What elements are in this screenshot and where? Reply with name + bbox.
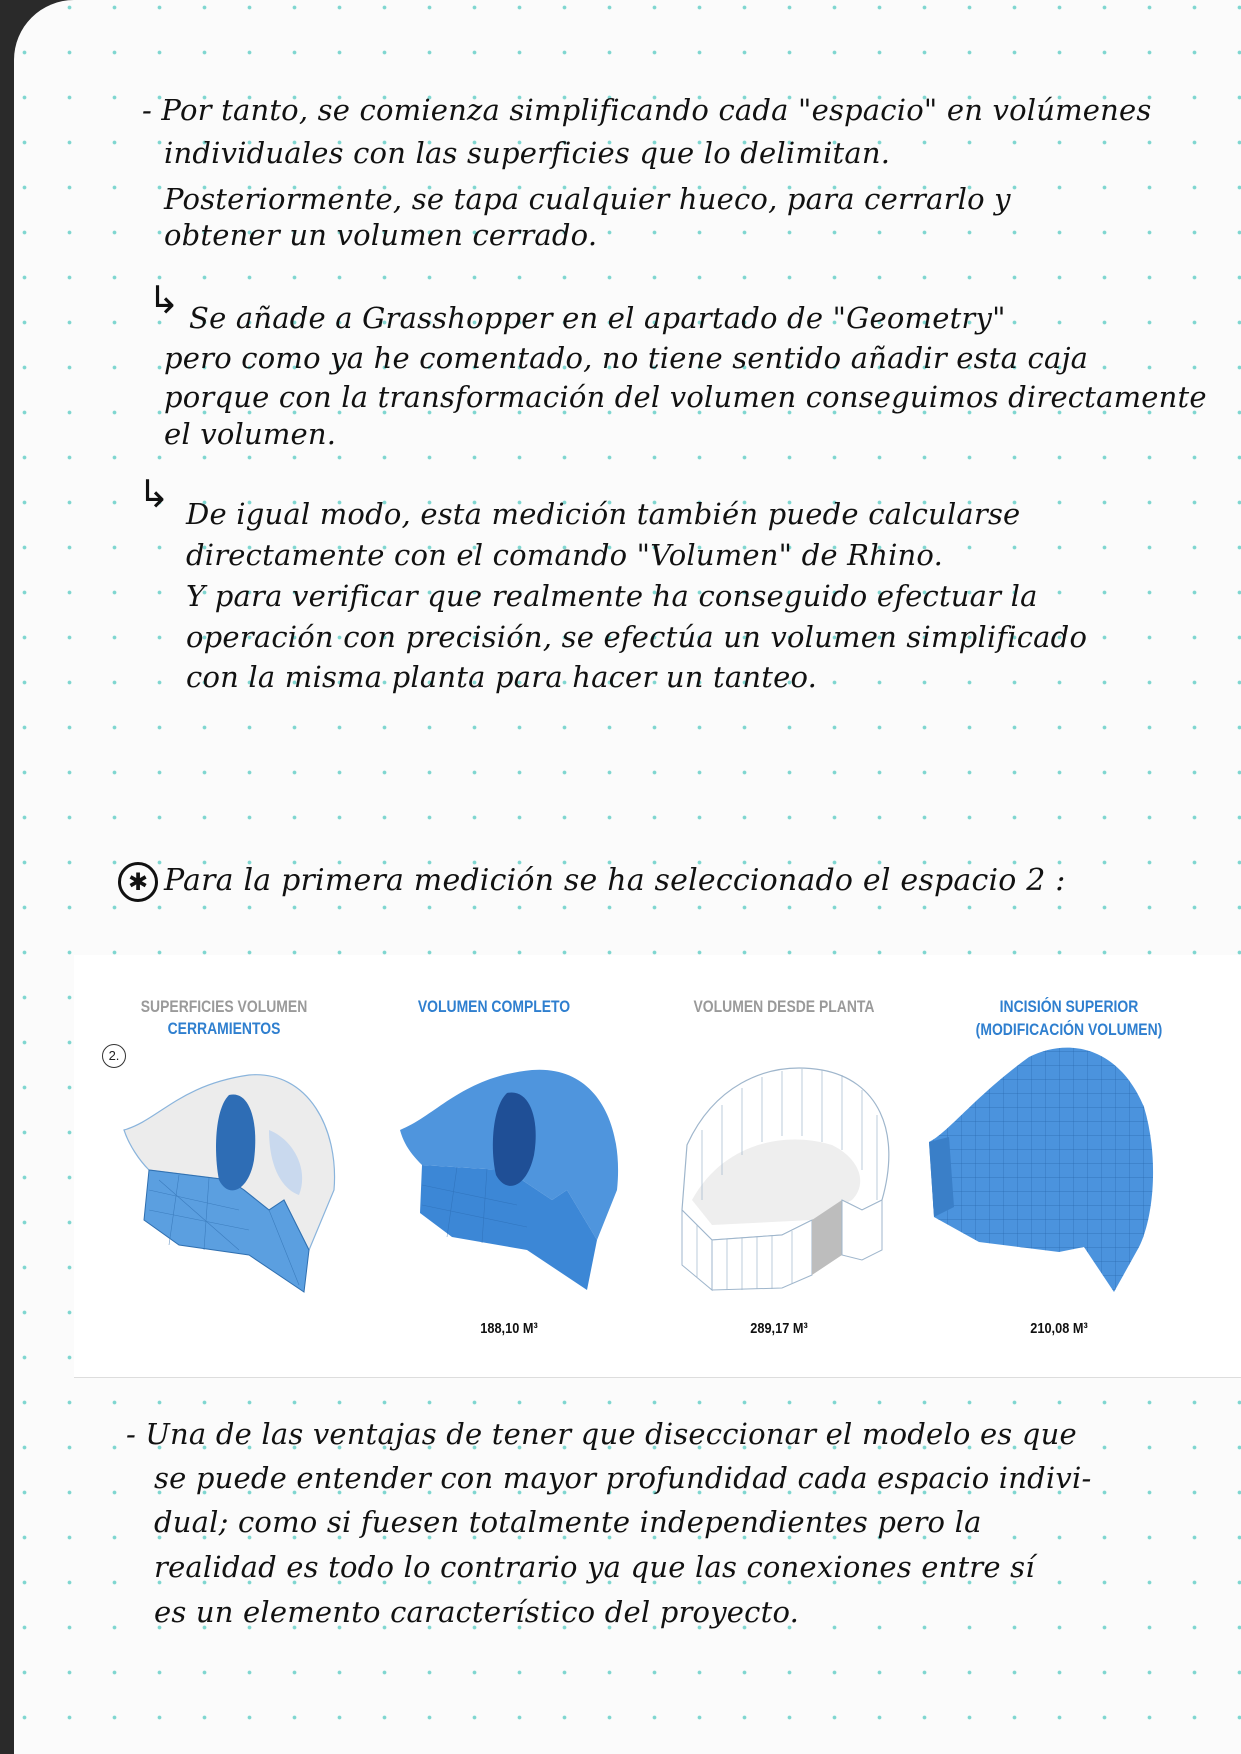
panel-1-title-line-2: CERRAMIENTOS: [167, 1019, 281, 1038]
star-circle-icon: ✱: [118, 862, 158, 902]
panel-4-title-line-1: INCISIÓN SUPERIOR: [999, 997, 1139, 1016]
volume-surfaces-drawing: [119, 1060, 349, 1295]
note2-line-4: operación con precisión, se efectúa un volumen simplificado: [186, 620, 1088, 654]
conclusion-line-3: dual; como si fuesen totalmente independientes pero la: [154, 1505, 982, 1539]
note1-line-1: Se añade a Grasshopper en el apartado de "Geometry": [189, 301, 1006, 335]
volume-incision-drawing: [919, 1037, 1164, 1297]
panel-1-title-line-1: SUPERFICIES VOLUMEN: [140, 997, 308, 1016]
panel-3-value: 289,17 M³: [750, 1320, 808, 1337]
intro-line-4: obtener un volumen cerrado.: [164, 218, 598, 252]
panel-4-title-line-2: (MODIFICACIÓN VOLUMEN): [975, 1020, 1163, 1039]
volume-from-plan-drawing: [652, 1050, 902, 1295]
note2-line-5: con la misma planta para hacer un tanteo.: [186, 660, 818, 694]
note2-line-2: directamente con el comando "Volumen" de Rhino.: [186, 538, 943, 572]
note2-line-3: Y para verificar que realmente ha conseguido efectuar la: [186, 579, 1038, 613]
conclusion-line-1: - Una de las ventajas de tener que diseccionar el modelo es que: [126, 1417, 1077, 1451]
volume-figure: [74, 955, 1241, 1377]
note1-line-3: porque con la transformación del volumen conseguimos directamente: [164, 380, 1207, 414]
panel-2-title: VOLUMEN COMPLETO: [417, 997, 571, 1016]
panel-2-value: 188,10 M³: [480, 1320, 538, 1337]
panel-3-title: VOLUMEN DESDE PLANTA: [693, 997, 875, 1016]
note1-line-4: el volumen.: [164, 417, 337, 451]
conclusion-line-2: se puede entender con mayor profundidad cada espacio indivi-: [154, 1461, 1092, 1495]
star-line: Para la primera medición se ha seleccionado el espacio 2 :: [164, 863, 1066, 898]
hook-arrow-icon: ↳: [138, 472, 170, 516]
conclusion-line-4: realidad es todo lo contrario ya que las conexiones entre sí: [154, 1550, 1035, 1584]
note2-line-1: De igual modo, esta medición también puede calcularse: [186, 497, 1021, 531]
volume-complete-drawing: [392, 1055, 632, 1295]
notebook-page: [14, 0, 1241, 1754]
conclusion-line-5: es un elemento característico del proyecto.: [154, 1595, 800, 1629]
hook-arrow-icon: ↳: [148, 278, 180, 322]
intro-line-3: Posteriormente, se tapa cualquier hueco, para cerrarlo y: [164, 182, 1011, 216]
panel-4-value: 210,08 M³: [1030, 1320, 1088, 1337]
intro-line-2: individuales con las superficies que lo delimitan.: [164, 136, 891, 170]
intro-line-1: - Por tanto, se comienza simplificando cada "espacio" en volúmenes: [142, 93, 1152, 127]
space-number-badge: 2.: [102, 1044, 126, 1068]
note1-line-2: pero como ya he comentado, no tiene sentido añadir esta caja: [164, 341, 1089, 375]
